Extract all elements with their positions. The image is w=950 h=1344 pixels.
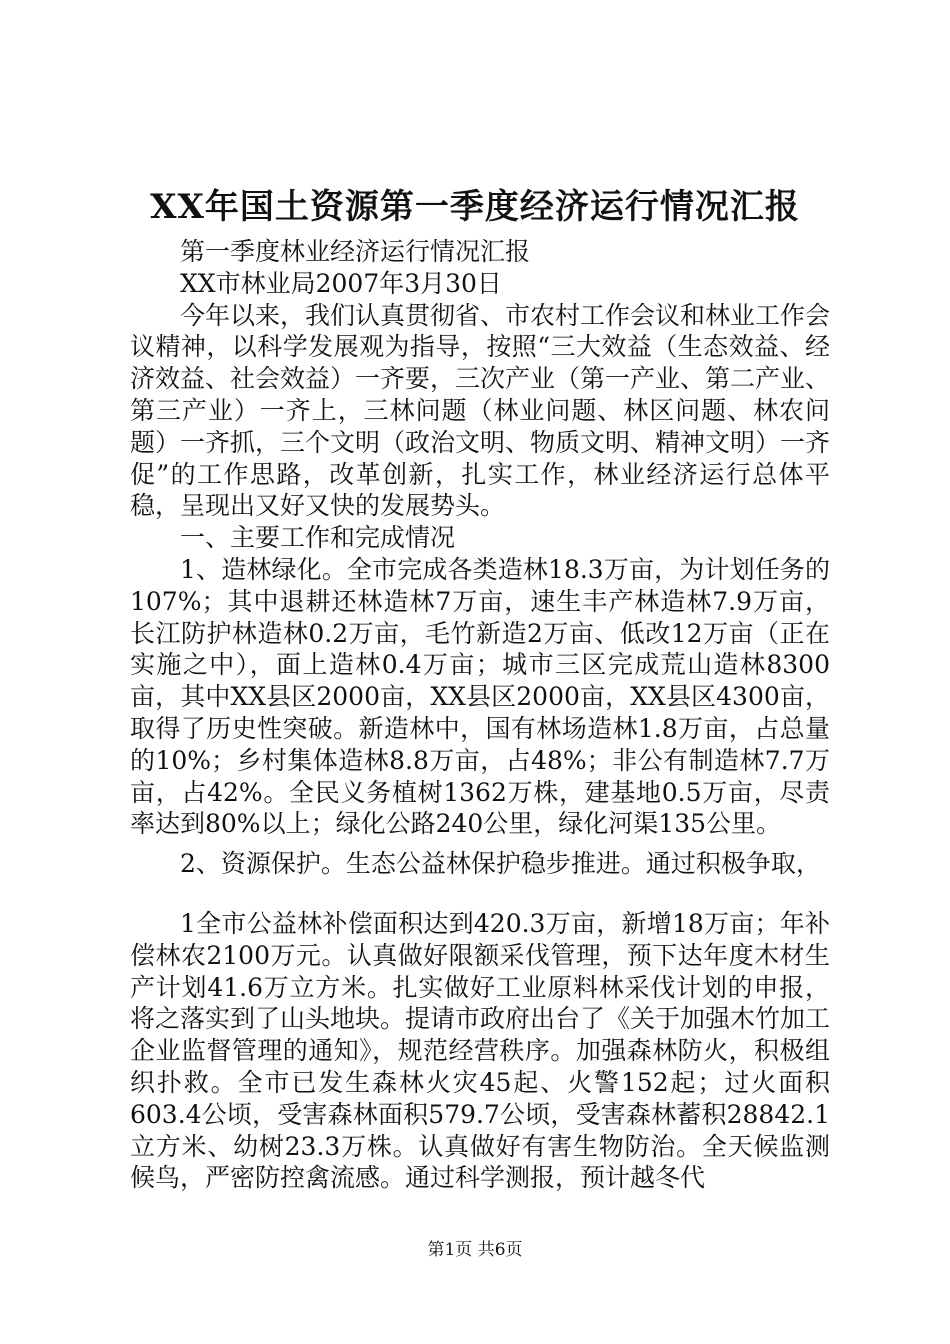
document-body — [130, 236, 830, 840]
intro-paragraph: 今年以来，我们认真贯彻省、市农村工作会议和林业工作会议精神，以科学发展观为指导，按照“三大效益（生态效益、经济效益、社会效益）一齐要，三次产业（第一产业、第二产业、第三产业）一齐上，三林问题（林业问题、林区问题、林农问题）一齐抓，三个文明（政治文明、物质文明、精神文明）一齐促”的工作思路，改革创新，扎实工作，林业经济运行总体平稳，呈现出又好又快的发展势头。 — [130, 300, 831, 521]
document-body-part-2 — [130, 848, 830, 880]
subtitle: 第一季度林业经济运行情况汇报 — [180, 237, 531, 266]
paragraph-resource-protection: 2、资源保护。生态公益林保护稳步推进。通过积极争取， — [180, 849, 821, 878]
paragraph-resource-protection-continued: 1全市公益林补偿面积达到420.3万亩，新增18万亩；年补偿林农2100万元。认真做好限额采伐管理，预下达年度木材生产计划41.6万立方米。扎实做好工业原料林采伐计划的申报，将之落实到了山头地块。提请市政府出台了《关于加强木竹加工企业监督管理的通知》，规范经营秩序。加强森林防火，积极组织扑救。全市已发生森林火灾45起、火警152起；过火面积603.4公顷，受害森林面积579.7公顷，受害森林蓄积28842.1立方米、幼树23.3万株。认真做好有害生物防治。全天候监测候鸟，严密防控禽流感。通过科学测报，预计越冬代 — [130, 909, 831, 1193]
paragraph-afforestation: 1、造林绿化。全市完成各类造林18.3万亩，为计划任务的107%；其中退耕还林造林7万亩，速生丰产林造林7.9万亩，长江防护林造林0.2万亩，毛竹新造2万亩、低改12万亩（正在实施之中），面上造林0.4万亩；城市三区完成荒山造林8300亩，其中XX县区2000亩，XX县区2000亩，XX县区4300亩，取得了历史性突破。新造林中，国有林场造林1.8万亩，占总量的10%；乡村集体造林8.8万亩，占48%；非公有制造林7.7万亩，占42%。全民义务植树1362万株，建基地0.5万亩，尽责率达到80%以上；绿化公路240公里，绿化河渠135公里。 — [130, 554, 830, 839]
document-title: XX年国土资源第一季度经济运行情况汇报 — [150, 187, 800, 227]
section-heading: 一、主要工作和完成情况 — [180, 523, 456, 553]
document-body-part-3 — [130, 908, 830, 1194]
byline: XX市林业局2007年3月30日 — [180, 268, 502, 298]
page-number-footer: 第1页 共6页 — [427, 1240, 523, 1260]
